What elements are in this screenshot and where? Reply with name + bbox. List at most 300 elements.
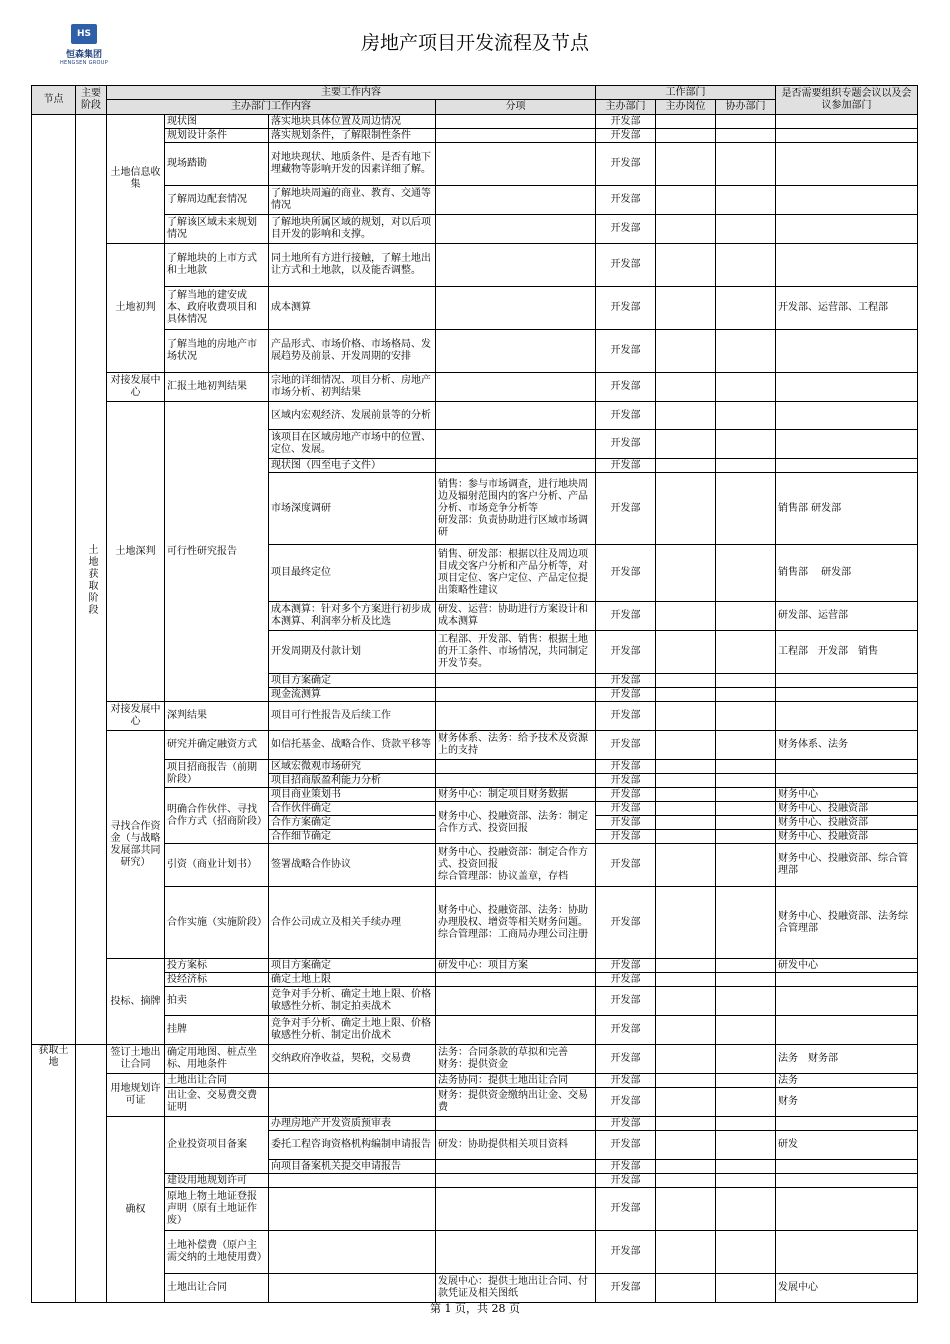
lead-dept-cell: 开发部: [596, 143, 656, 186]
lead-dept-cell: 开发部: [596, 602, 656, 631]
group-cell: 对接发展中心: [107, 702, 165, 731]
lead-post-cell: [656, 373, 716, 402]
task-cell: 原地上物土地证登报声明（原有土地证作废）: [165, 1188, 269, 1231]
assist-dept-cell: [716, 731, 776, 760]
header-main: 主要工作内容: [107, 86, 596, 100]
content-cell: 交纳政府净收益，契税，交易费: [269, 1045, 436, 1074]
task-cell: 建设用地规划许可: [165, 1174, 269, 1188]
table-row: [32, 373, 918, 402]
lead-dept-cell: 开发部: [596, 473, 656, 545]
assist-dept-cell: [716, 143, 776, 186]
table-row: [32, 143, 918, 186]
lead-post-cell: [656, 844, 716, 887]
group-cell: 土地深判: [107, 402, 165, 702]
table-row: [32, 129, 918, 143]
meeting-cell: 销售部 研发部: [776, 545, 918, 602]
lead-dept-cell: 开发部: [596, 1131, 656, 1160]
meeting-cell: [776, 760, 918, 774]
lead-dept-cell: 开发部: [596, 215, 656, 244]
lead-dept-cell: 开发部: [596, 1117, 656, 1131]
group-cell: 投标、摘牌: [107, 959, 165, 1045]
group-cell: 土地信息收集: [107, 115, 165, 244]
content-cell: [269, 1274, 436, 1303]
task-cell: 确定用地图、桩点坐标、用地条件: [165, 1045, 269, 1074]
assist-dept-cell: [716, 973, 776, 987]
lead-dept-cell: 开发部: [596, 702, 656, 731]
lead-post-cell: [656, 731, 716, 760]
assist-dept-cell: [716, 774, 776, 788]
table-row: [32, 887, 918, 959]
table-row: [32, 1045, 918, 1074]
lead-dept-cell: 开发部: [596, 1088, 656, 1117]
meeting-cell: 研发部、运营部: [776, 602, 918, 631]
content-cell: 宗地的详细情况、项目分析、房地产市场分析、初判结果: [269, 373, 436, 402]
lead-post-cell: [656, 1131, 716, 1160]
subitem-cell: [436, 186, 596, 215]
lead-post-cell: [656, 959, 716, 973]
lead-dept-cell: 开发部: [596, 459, 656, 473]
content-cell: 签署战略合作协议: [269, 844, 436, 887]
lead-post-cell: [656, 143, 716, 186]
table-row: [32, 1074, 918, 1088]
meeting-cell: 财务中心、投融资部、法务综合管理部: [776, 887, 918, 959]
meeting-cell: [776, 1188, 918, 1231]
lead-post-cell: [656, 1188, 716, 1231]
content-cell: 现金流测算: [269, 688, 436, 702]
meeting-cell: 开发部、运营部、工程部: [776, 287, 918, 330]
subitem-cell: [436, 973, 596, 987]
assist-dept-cell: [716, 1231, 776, 1274]
lead-dept-cell: 开发部: [596, 1016, 656, 1045]
task-cell: 可行性研究报告: [165, 402, 269, 702]
table-row: [32, 330, 918, 373]
lead-post-cell: [656, 816, 716, 830]
assist-dept-cell: [716, 1117, 776, 1131]
lead-dept-cell: 开发部: [596, 788, 656, 802]
content-cell: 落实规划条件，了解限制性条件: [269, 129, 436, 143]
assist-dept-cell: [716, 844, 776, 887]
subitem-cell: 工程部、开发部、销售：根据土地的开工条件、市场情况，共同制定开发节奏。: [436, 631, 596, 674]
subitem-cell: [436, 1188, 596, 1231]
table-row: [32, 186, 918, 215]
table-row: [32, 402, 918, 430]
assist-dept-cell: [716, 430, 776, 459]
subitem-cell: [436, 215, 596, 244]
table-row: [32, 115, 918, 129]
meeting-cell: [776, 244, 918, 287]
lead-dept-cell: 开发部: [596, 674, 656, 688]
meeting-cell: [776, 1160, 918, 1174]
task-cell: 引资（商业计划书）: [165, 844, 269, 887]
task-cell: 现场踏勘: [165, 143, 269, 186]
content-cell: 委托工程咨询资格机构编制申请报告: [269, 1131, 436, 1160]
lead-dept-cell: 开发部: [596, 1188, 656, 1231]
subitem-cell: 法务协同：提供土地出让合同: [436, 1074, 596, 1088]
subitem-cell: [436, 1160, 596, 1174]
subitem-cell: [436, 430, 596, 459]
content-cell: [269, 1231, 436, 1274]
meeting-cell: [776, 115, 918, 129]
task-cell: 深判结果: [165, 702, 269, 731]
assist-dept-cell: [716, 1045, 776, 1074]
task-cell: 现状图: [165, 115, 269, 129]
task-cell: 土地出让合同: [165, 1074, 269, 1088]
lead-post-cell: [656, 802, 716, 816]
assist-dept-cell: [716, 473, 776, 545]
content-cell: 合作方案确定: [269, 816, 436, 830]
header-meeting: 是否需要组织专题会议以及会议参加部门: [776, 86, 918, 115]
meeting-cell: [776, 674, 918, 688]
content-cell: 项目方案确定: [269, 959, 436, 973]
lead-dept-cell: 开发部: [596, 115, 656, 129]
assist-dept-cell: [716, 788, 776, 802]
subitem-cell: [436, 373, 596, 402]
lead-dept-cell: 开发部: [596, 330, 656, 373]
subitem-cell: [436, 688, 596, 702]
content-cell: 成本测算: [269, 287, 436, 330]
subitem-cell: 研发中心：项目方案: [436, 959, 596, 973]
meeting-cell: 财务中心、投融资部、综合管理部: [776, 844, 918, 887]
meeting-cell: 财务中心: [776, 788, 918, 802]
group-cell: 对接发展中心: [107, 373, 165, 402]
meeting-cell: [776, 987, 918, 1016]
subitem-cell: [436, 702, 596, 731]
assist-dept-cell: [716, 602, 776, 631]
lead-dept-cell: 开发部: [596, 802, 656, 816]
lead-post-cell: [656, 215, 716, 244]
task-cell: 拍卖: [165, 987, 269, 1016]
assist-dept-cell: [716, 1188, 776, 1231]
content-cell: 办理房地产开发资质预审表: [269, 1117, 436, 1131]
assist-dept-cell: [716, 688, 776, 702]
logo-name: 恒森集团: [65, 50, 102, 60]
assist-dept-cell: [716, 1131, 776, 1160]
lead-dept-cell: 开发部: [596, 373, 656, 402]
header-assist: 协办部门: [716, 100, 776, 115]
task-cell: 汇报土地初判结果: [165, 373, 269, 402]
assist-dept-cell: [716, 830, 776, 844]
table-row: [32, 215, 918, 244]
task-cell: 了解该区域未来规划情况: [165, 215, 269, 244]
assist-dept-cell: [716, 1016, 776, 1045]
task-cell: 了解地块的上市方式和土地款: [165, 244, 269, 287]
header-row-1: [32, 86, 918, 100]
content-cell: 落实地块具体位置及周边情况: [269, 115, 436, 129]
lead-post-cell: [656, 1231, 716, 1274]
assist-dept-cell: [716, 1174, 776, 1188]
lead-dept-cell: 开发部: [596, 959, 656, 973]
lead-dept-cell: 开发部: [596, 973, 656, 987]
content-cell: 同土地所有方进行接触，了解土地出让方式和土地款，以及能否调整。: [269, 244, 436, 287]
content-cell: 竞争对手分析、确定土地上限、价格敏感性分析、制定拍卖战术: [269, 987, 436, 1016]
meeting-cell: 财务中心、投融资部: [776, 802, 918, 816]
assist-dept-cell: [716, 816, 776, 830]
content-cell: [269, 1174, 436, 1188]
table-row: [32, 287, 918, 330]
table-row: [32, 760, 918, 774]
task-cell: 挂牌: [165, 1016, 269, 1045]
content-cell: 项目方案确定: [269, 674, 436, 688]
subitem-cell: 发展中心：提供土地出让合同、付款凭证及相关图纸: [436, 1274, 596, 1303]
assist-dept-cell: [716, 129, 776, 143]
assist-dept-cell: [716, 545, 776, 602]
lead-dept-cell: 开发部: [596, 402, 656, 430]
subitem-cell: 财务体系、法务：给予技术及资源上的支持: [436, 731, 596, 760]
content-cell: 如信托基金、战略合作、贷款平移等: [269, 731, 436, 760]
lead-post-cell: [656, 1016, 716, 1045]
lead-post-cell: [656, 674, 716, 688]
lead-post-cell: [656, 1160, 716, 1174]
task-cell: 明确合作伙伴、寻找合作方式（招商阶段）: [165, 788, 269, 844]
assist-dept-cell: [716, 115, 776, 129]
assist-dept-cell: [716, 802, 776, 816]
meeting-cell: [776, 1117, 918, 1131]
lead-dept-cell: 开发部: [596, 688, 656, 702]
assist-dept-cell: [716, 760, 776, 774]
subitem-cell: 销售：参与市场调查，进行地块周边及辐射范围内的客户分析、产品分析、市场竞争分析等 研发部：负责协助进行区域市场调研: [436, 473, 596, 545]
content-cell: 向项目备案机关提交申请报告: [269, 1160, 436, 1174]
content-cell: 市场深度调研: [269, 473, 436, 545]
lead-post-cell: [656, 688, 716, 702]
assist-dept-cell: [716, 1088, 776, 1117]
meeting-cell: [776, 1231, 918, 1274]
meeting-cell: 研发: [776, 1131, 918, 1160]
lead-post-cell: [656, 631, 716, 674]
content-cell: 区域宏微观市场研究: [269, 760, 436, 774]
content-cell: 竞争对手分析、确定土地上限、价格敏感性分析、制定出价战术: [269, 1016, 436, 1045]
lead-dept-cell: 开发部: [596, 1160, 656, 1174]
content-cell: [269, 1188, 436, 1231]
lead-post-cell: [656, 473, 716, 545]
meeting-cell: 发展中心: [776, 1274, 918, 1303]
meeting-cell: 法务: [776, 1074, 918, 1088]
lead-post-cell: [656, 760, 716, 774]
table-row: [32, 1016, 918, 1045]
subitem-cell: 财务：提供资金缴纳出让金、交易费: [436, 1088, 596, 1117]
lead-post-cell: [656, 788, 716, 802]
subitem-cell: [436, 774, 596, 788]
assist-dept-cell: [716, 702, 776, 731]
subitem-cell: [436, 1016, 596, 1045]
task-cell: 项目招商报告（前期阶段）: [165, 760, 269, 788]
subitem-cell: 研发、运营：协助进行方案设计和成本测算: [436, 602, 596, 631]
meeting-cell: [776, 774, 918, 788]
meeting-cell: [776, 215, 918, 244]
task-cell: 规划设计条件: [165, 129, 269, 143]
content-cell: [269, 1074, 436, 1088]
task-cell: 土地出让合同: [165, 1274, 269, 1303]
subitem-cell: 财务中心、投融资部：制定合作方式、投资回报 综合管理部：协议盖章，存档: [436, 844, 596, 887]
table-row: [32, 1231, 918, 1274]
assist-dept-cell: [716, 959, 776, 973]
lead-post-cell: [656, 1274, 716, 1303]
lead-dept-cell: 开发部: [596, 844, 656, 887]
meeting-cell: [776, 459, 918, 473]
process-table: [31, 85, 918, 1303]
assist-dept-cell: [716, 459, 776, 473]
header-lead-dept: 主办部门: [596, 100, 656, 115]
assist-dept-cell: [716, 186, 776, 215]
content-cell: 合作公司成立及相关手续办理: [269, 887, 436, 959]
content-cell: 了解地块周遍的商业、教育、交通等情况: [269, 186, 436, 215]
subitem-cell: 法务：合同条款的草拟和完善 财务：提供资金: [436, 1045, 596, 1074]
lead-post-cell: [656, 602, 716, 631]
meeting-cell: [776, 430, 918, 459]
lead-dept-cell: 开发部: [596, 1231, 656, 1274]
task-cell: 土地补偿费（原户主需交纳的土地使用费）: [165, 1231, 269, 1274]
subitem-cell: [436, 115, 596, 129]
lead-post-cell: [656, 1074, 716, 1088]
assist-dept-cell: [716, 215, 776, 244]
meeting-cell: 财务中心、投融资部: [776, 830, 918, 844]
lead-post-cell: [656, 887, 716, 959]
node-cell: 获取土地: [32, 1045, 76, 1303]
meeting-cell: [776, 186, 918, 215]
lead-post-cell: [656, 774, 716, 788]
header-node: 节点: [32, 86, 76, 115]
lead-dept-cell: 开发部: [596, 1045, 656, 1074]
content-cell: 合作细节确定: [269, 830, 436, 844]
lead-post-cell: [656, 973, 716, 987]
stage-cell: [76, 1045, 107, 1303]
meeting-cell: [776, 1174, 918, 1188]
group-cell: 确权: [107, 1117, 165, 1303]
table-row: [32, 702, 918, 731]
assist-dept-cell: [716, 373, 776, 402]
subitem-cell: [436, 987, 596, 1016]
content-cell: 项目商业策划书: [269, 788, 436, 802]
task-cell: 了解当地的房地产市场状况: [165, 330, 269, 373]
lead-dept-cell: 开发部: [596, 987, 656, 1016]
meeting-cell: [776, 330, 918, 373]
meeting-cell: [776, 688, 918, 702]
meeting-cell: 销售部 研发部: [776, 473, 918, 545]
content-cell: 成本测算：针对多个方案进行初步成本测算、利润率分析及比选: [269, 602, 436, 631]
header-stage: 主要阶段: [76, 86, 107, 115]
lead-dept-cell: 开发部: [596, 731, 656, 760]
task-cell: 投经济标: [165, 973, 269, 987]
lead-post-cell: [656, 1174, 716, 1188]
subitem-cell: 研发：协助提供相关项目资料: [436, 1131, 596, 1160]
logo-mark: HS: [71, 24, 97, 44]
content-cell: 区域内宏观经济、发展前景等的分析: [269, 402, 436, 430]
lead-dept-cell: 开发部: [596, 287, 656, 330]
lead-post-cell: [656, 459, 716, 473]
lead-dept-cell: 开发部: [596, 816, 656, 830]
lead-post-cell: [656, 1117, 716, 1131]
subitem-cell: [436, 129, 596, 143]
lead-dept-cell: 开发部: [596, 430, 656, 459]
lead-post-cell: [656, 987, 716, 1016]
table-body: [32, 115, 918, 1303]
lead-post-cell: [656, 186, 716, 215]
lead-post-cell: [656, 430, 716, 459]
lead-dept-cell: 开发部: [596, 186, 656, 215]
content-cell: 现状图（四至电子文件）: [269, 459, 436, 473]
table-row: [32, 1188, 918, 1231]
subitem-cell: [436, 287, 596, 330]
content-cell: 项目招商版盈利能力分析: [269, 774, 436, 788]
lead-post-cell: [656, 115, 716, 129]
subitem-cell: [436, 674, 596, 688]
content-cell: 项目可行性报告及后续工作: [269, 702, 436, 731]
content-cell: 项目最终定位: [269, 545, 436, 602]
subitem-cell: [436, 402, 596, 430]
task-cell: 了解当地的建安成本、政府收费项目和具体情况: [165, 287, 269, 330]
subitem-cell: [436, 1174, 596, 1188]
table-row: [32, 1174, 918, 1188]
assist-dept-cell: [716, 987, 776, 1016]
group-cell: 寻找合作资金（与战略发展部共同研究）: [107, 731, 165, 959]
meeting-cell: [776, 402, 918, 430]
node-cell: [32, 115, 76, 1045]
meeting-cell: [776, 373, 918, 402]
assist-dept-cell: [716, 631, 776, 674]
lead-post-cell: [656, 1045, 716, 1074]
subitem-cell: [436, 244, 596, 287]
table-row: [32, 987, 918, 1016]
subitem-cell: [436, 459, 596, 473]
table-row: [32, 788, 918, 802]
lead-dept-cell: 开发部: [596, 760, 656, 774]
meeting-cell: [776, 143, 918, 186]
content-cell: 合作伙伴确定: [269, 802, 436, 816]
table-row: [32, 244, 918, 287]
lead-dept-cell: 开发部: [596, 244, 656, 287]
meeting-cell: 工程部 开发部 销售: [776, 631, 918, 674]
lead-post-cell: [656, 244, 716, 287]
header-dept: 工作部门: [596, 86, 776, 100]
lead-post-cell: [656, 702, 716, 731]
assist-dept-cell: [716, 887, 776, 959]
lead-post-cell: [656, 545, 716, 602]
header-lead-post: 主办岗位: [656, 100, 716, 115]
logo-name-en: HENGSEN GROUP: [59, 60, 109, 66]
lead-post-cell: [656, 330, 716, 373]
content-cell: 确定土地上限: [269, 973, 436, 987]
subitem-cell: [436, 1117, 596, 1131]
task-cell: 出让金、交易费交费证明: [165, 1088, 269, 1117]
lead-dept-cell: 开发部: [596, 1274, 656, 1303]
page-title: 房地产项目开发流程及节点: [360, 32, 589, 54]
meeting-cell: [776, 702, 918, 731]
meeting-cell: [776, 129, 918, 143]
subitem-cell: 财务中心、投融资部、法务：协助办理股权、增资等相关财务问题。 综合管理部：工商局办理公司注册: [436, 887, 596, 959]
header-sub: 分项: [436, 100, 596, 115]
content-cell: 该项目在区域房地产市场中的位置、定位、发展。: [269, 430, 436, 459]
assist-dept-cell: [716, 674, 776, 688]
task-cell: 合作实施（实施阶段）: [165, 887, 269, 959]
table-row: [32, 1117, 918, 1131]
lead-dept-cell: 开发部: [596, 1074, 656, 1088]
assist-dept-cell: [716, 330, 776, 373]
assist-dept-cell: [716, 1160, 776, 1174]
table-row: [32, 731, 918, 760]
group-cell: 签订土地出让合同: [107, 1045, 165, 1074]
table-row: [32, 1274, 918, 1303]
subitem-cell: [436, 143, 596, 186]
meeting-cell: 财务体系、法务: [776, 731, 918, 760]
subitem-cell: [436, 330, 596, 373]
meeting-cell: [776, 973, 918, 987]
content-cell: [269, 1088, 436, 1117]
meeting-cell: [776, 1016, 918, 1045]
content-cell: 产品形式、市场价格、市场格局、发展趋势及前景、开发周期的安排: [269, 330, 436, 373]
lead-dept-cell: 开发部: [596, 545, 656, 602]
table-row: [32, 1088, 918, 1117]
group-cell: 用地规划许可证: [107, 1074, 165, 1117]
subitem-cell: [436, 1231, 596, 1274]
